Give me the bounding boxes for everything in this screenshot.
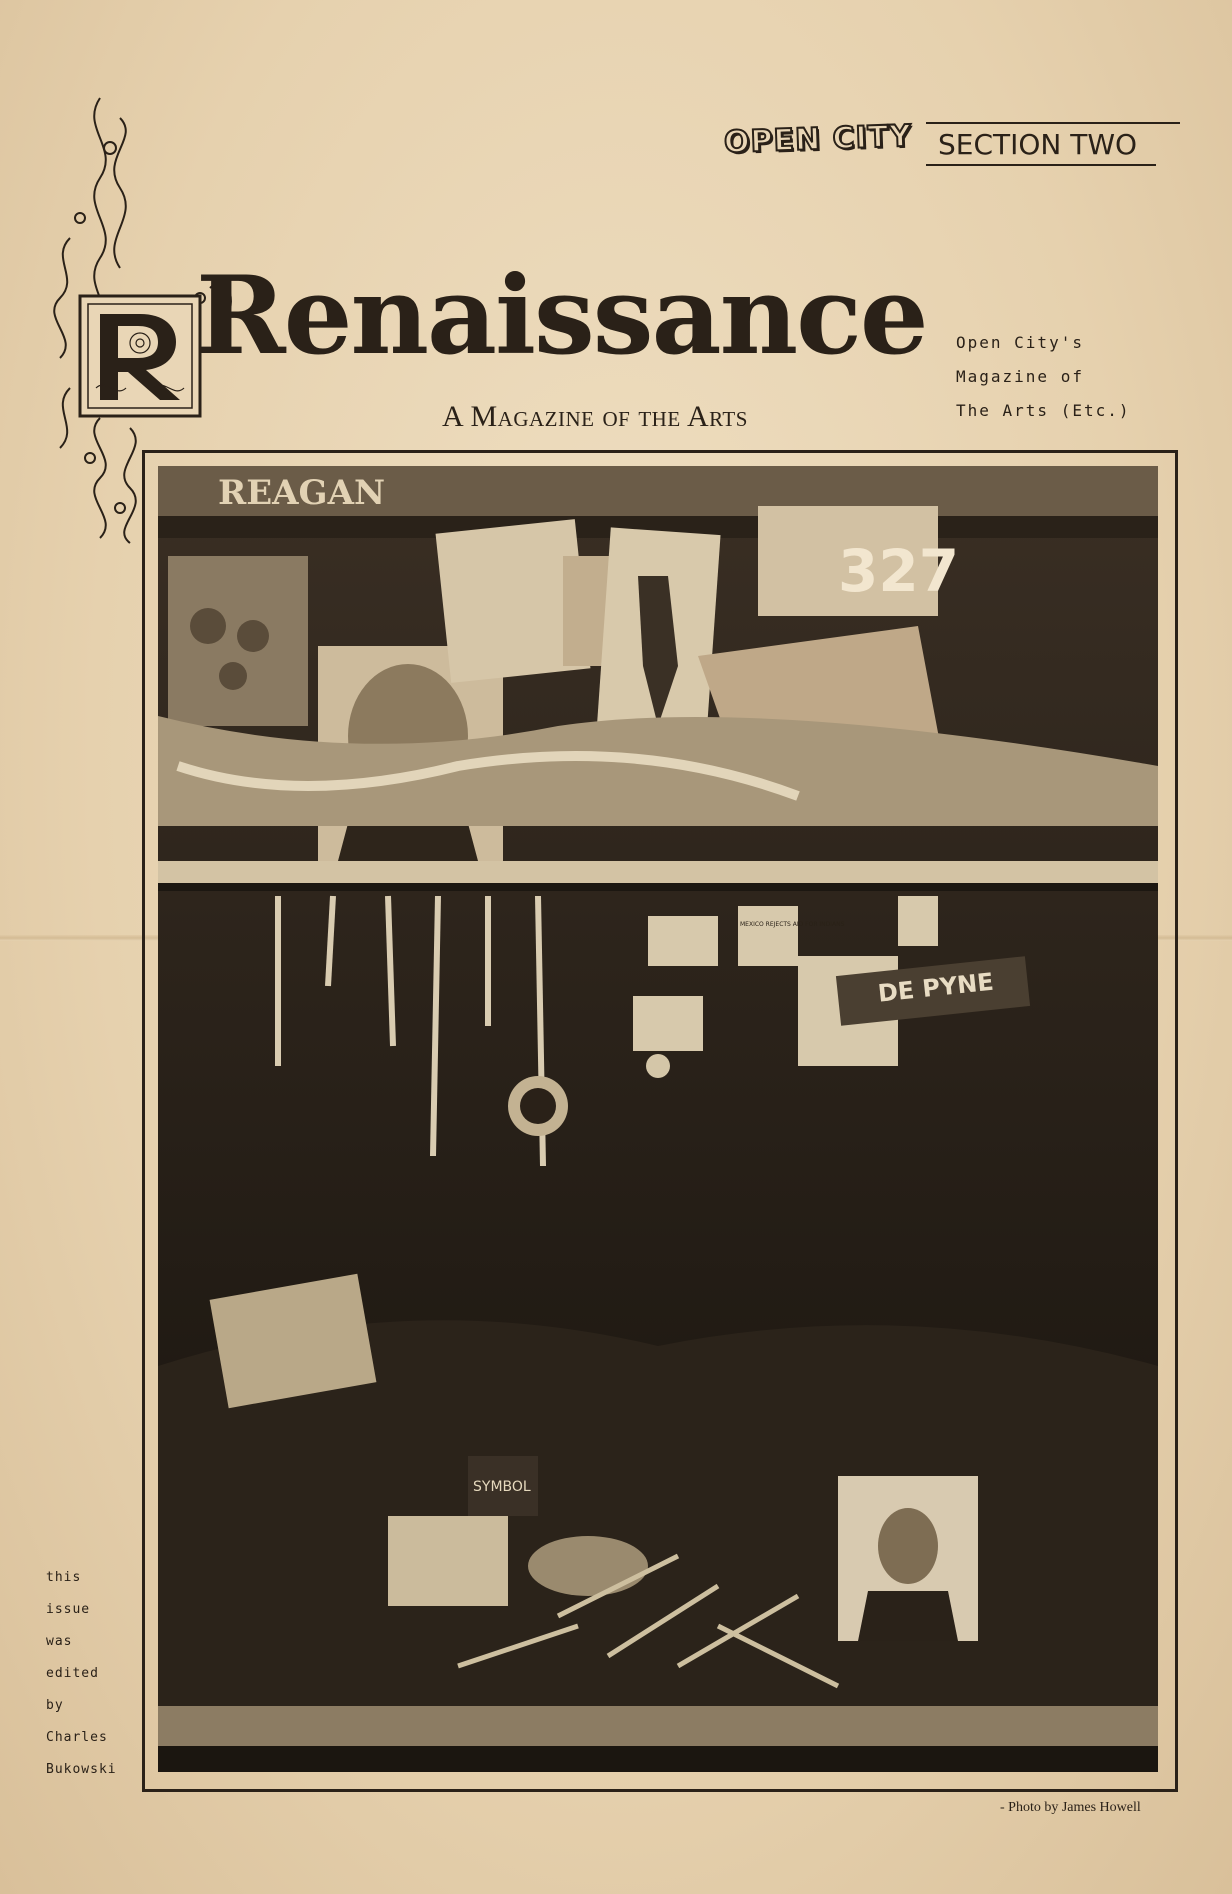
editor-note-line: Charles bbox=[46, 1730, 108, 1745]
address-number: 327 bbox=[838, 537, 960, 605]
editor-note-line: by bbox=[46, 1698, 64, 1713]
photo-credit: - Photo by James Howell bbox=[1000, 1800, 1141, 1815]
tagline bbox=[956, 326, 1156, 428]
editor-note-line: issue bbox=[46, 1602, 91, 1617]
kennedy-photo bbox=[898, 896, 938, 946]
section-label: SECTION TWO bbox=[938, 128, 1138, 161]
banner-text: DE PYNE bbox=[876, 967, 995, 1008]
editor-note-line: this bbox=[46, 1570, 82, 1585]
tagline-line: The Arts (Etc.) bbox=[956, 401, 1131, 420]
can-label: SYMBOL bbox=[473, 1479, 531, 1495]
rule-top bbox=[926, 122, 1180, 124]
magazine-title: Renaissance bbox=[196, 253, 927, 379]
shop-window-photo bbox=[158, 466, 1158, 1772]
editor-note bbox=[46, 1562, 136, 1786]
editor-note-line: edited bbox=[46, 1666, 99, 1681]
clipping-text: MEXICO REJECTS AID FOR INDIANS bbox=[740, 921, 845, 928]
open-city-logo: OPEN CITY bbox=[723, 118, 913, 161]
news-clipping bbox=[738, 906, 798, 966]
magazine-subtitle: A Magazine of the Arts bbox=[442, 400, 748, 433]
rule-bottom bbox=[926, 164, 1156, 166]
sign-text: REAGAN bbox=[218, 473, 386, 513]
section-tag bbox=[716, 118, 1180, 168]
editor-note-line: Bukowski bbox=[46, 1762, 117, 1777]
tagline-line: Open City's bbox=[956, 333, 1084, 352]
editor-note-line: was bbox=[46, 1634, 73, 1649]
tagline-line: Magazine of bbox=[956, 367, 1084, 386]
